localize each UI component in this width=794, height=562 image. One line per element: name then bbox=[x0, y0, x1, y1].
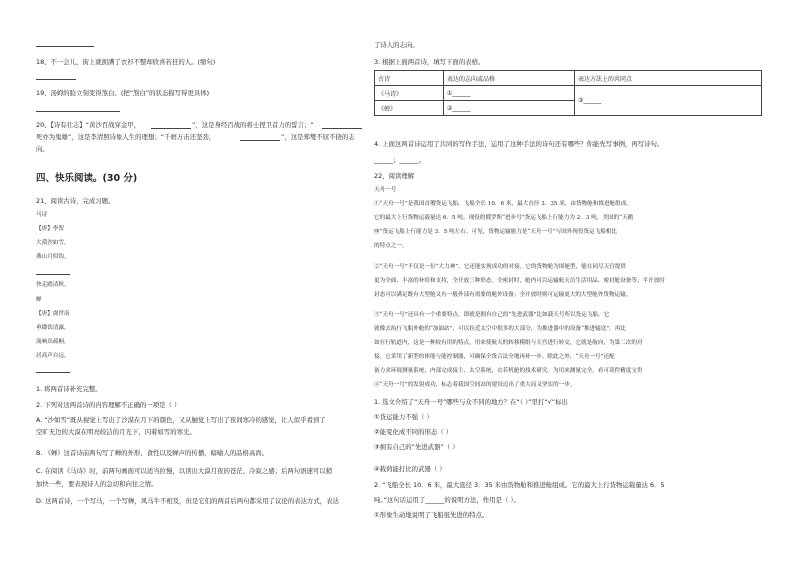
answer-line bbox=[36, 46, 94, 47]
poem2-line: 垂緌饮清露， bbox=[36, 325, 70, 331]
table-header: 表达的志向或品格 bbox=[444, 71, 575, 86]
question-22: 22、阅读理解 bbox=[374, 172, 415, 180]
answer-line bbox=[36, 274, 70, 275]
option-2: ②能变化成不同的形态（ ） bbox=[374, 428, 453, 436]
question-20-part4: ”，这是郑燮不屈不挠的志 bbox=[281, 133, 355, 141]
question-4: 4. 上面这两首诗运用了共同的写作手法，运用了这种手法的诗句还有哪些？你能先写事例，再写诗句。 bbox=[374, 140, 664, 148]
poem1-line: 燕山月似钩。 bbox=[36, 254, 70, 260]
article-title: 天舟一号 bbox=[374, 187, 397, 193]
sub-question-2: 2. 下列对这两首诗的内容理解不正确的一项是（ ） bbox=[36, 401, 181, 409]
question-19: 19、汤姆的脸立刻变得煞白。(把“煞白”的状态描写得更具体) bbox=[36, 89, 210, 97]
article-line: ④“天舟一号”的发射成功，标志着我国空间站的建设迈出了重大而又坚实的一步。 bbox=[374, 382, 576, 388]
option-4: ④载荷能打比的武器（ ） bbox=[374, 465, 446, 473]
question-21: 21、阅读古诗，完成习题。 bbox=[36, 197, 115, 205]
article-line: ②“天舟一号”不仅是一位“大力神”，它还能实现成功的对接。它的货物舱为围舱型，能在同尽天宫提供 bbox=[374, 264, 626, 270]
article-line: 的特点之一。 bbox=[374, 243, 408, 249]
table-cell: 《蝉》 bbox=[375, 101, 444, 116]
option-c: C. 在阅读《马诗》时，前两句画面可以适当拉慢，以读出大漠月夜的苍茫、冷寂之感；后两句语速可以稍 bbox=[36, 467, 333, 475]
question-20-part1: 20、【诗有壮志】“黄沙百战穿金甲， bbox=[36, 121, 141, 129]
poem2-author: 【唐】虞世南 bbox=[36, 311, 70, 317]
poem2-line: 流响出疏桐。 bbox=[36, 339, 70, 345]
article-line: 如在行轨道内，这是一种较有用的特点，用来使航天的转移模组与天宫进行转交，它就是航向，为第二次的对 bbox=[374, 340, 643, 346]
table-header: 古诗 bbox=[375, 71, 444, 86]
article-line: 封态可以满足既有大型舱又有一般外部有需要的舱外设备；全开放时则可运输更大的大型舱外货物运输。 bbox=[374, 292, 632, 298]
question-20-part3: 死亦为鬼雄”，这是李清照诗象人生的理想；“千磨万击还坚劲， bbox=[36, 133, 216, 141]
article-line: ①“天舟一号”是我国首艘货运飞船，飞船全长 10．6 米，最大直径 3．35 米，由货物舱和推进舱组成。 bbox=[374, 201, 632, 207]
question-20-part5: 向。 bbox=[36, 145, 49, 153]
table-blank: ①______ bbox=[444, 86, 575, 101]
table-blank: ③______ bbox=[575, 86, 762, 116]
question-18: 18、不一会儿，街上就拥满了衣衫不整却欣喜若狂的人。(缩句) bbox=[36, 58, 216, 66]
poem1-title: 马诗 bbox=[36, 212, 48, 218]
sub-question-2-option: ①形象生动地说明了飞船很先进的特点。 bbox=[374, 511, 489, 519]
poem1-line: 快走踏清秋。 bbox=[36, 282, 70, 288]
article-line: 更为全面、丰富的补给和支持，全开放三种形态。全密封时，舱内可以运输航天员生活用品、密封舱设备等；半开放时 bbox=[374, 278, 665, 284]
option-d: D. 这两首诗，一个写马，一个写蝉，风马牛不相及，但是它们的两首后两句都采用了议论的表达方式，表达 bbox=[36, 497, 339, 505]
question-20-part2: ”，这是身经百战的将士捏卫首力的誓言；“ bbox=[192, 121, 314, 129]
question-3: 3. 根据上面两首诗，填写下面的表格。 bbox=[374, 58, 485, 66]
option-b: B. 《蝉》这首诗前两句写了蝉的外形、食性以及蝉声的传播，暗喻人的品格高尚。 bbox=[36, 449, 269, 457]
option-3: ③拥有自己的“先进武器”（ ） bbox=[374, 443, 459, 451]
answer-line bbox=[36, 372, 70, 373]
answer-line bbox=[240, 140, 280, 141]
table-header: 表达方法上的共同点 bbox=[575, 71, 762, 86]
poem1-line: 大漠沙如雪， bbox=[36, 240, 70, 246]
option-c-cont: 加快一些，要表现诗人的急切和向往之情。 bbox=[36, 480, 158, 488]
poem1-author: 【唐】李贺 bbox=[36, 226, 64, 232]
option-1: ①货运能力不强（ ） bbox=[374, 413, 433, 421]
option-a-cont: 空旷无边的大漠在明亮皎洁的月光下，闪着如雪的寒光。 bbox=[36, 428, 196, 436]
continuation-text: 了诗人的志向。 bbox=[374, 41, 419, 49]
question-4-blanks: ______；______。 bbox=[374, 156, 426, 164]
article-line: 座”货运飞船上行能力是 3．5 吨左右。可见，货物运输能力是“天舟一号”与国外现役货运飞船相比 bbox=[374, 229, 618, 235]
answer-line bbox=[322, 128, 362, 129]
table-cell: 《马诗》 bbox=[375, 86, 444, 101]
sub-question-1: 1. 将两首诗补充完整。 bbox=[36, 385, 102, 393]
sub-question-2-cont: 吨。”这句话运用了______的说明方法，作用是（ ）。 bbox=[374, 496, 520, 504]
option-a: A. “沙如雪”既从视觉上写出了沙漠在月下的颜色，又从触觉上写出了夜间寒冷的感觉，让人似乎看到了 bbox=[36, 416, 326, 424]
poem2-line: 居高声自远， bbox=[36, 353, 70, 359]
section-heading: 四、快乐阅读。(30 分) bbox=[36, 173, 138, 184]
article-line: 接。它采用了新型的体能与能控制器，可确保全货合法全地再补一步。除此之外，“天舟一号”还配 bbox=[374, 354, 615, 360]
poem-table bbox=[374, 70, 762, 116]
answer-line bbox=[36, 111, 120, 112]
table-blank: ②______ bbox=[444, 101, 575, 116]
article-line: ③“天舟一号”还具有一个重要特点，即就是拥有自己的“先进武器”比如载天号所以货运飞船。它 bbox=[374, 312, 610, 318]
sub-question-1: 1. 选文介绍了“天舟一号”哪些与众不同的地方？在“（ ）”里打“√”标出 bbox=[374, 398, 568, 406]
article-line: 就像去执行飞船外舱的“加油站”，可以拉近太空中很多的大部分，为推进器中的设备“推进输送”。再比 bbox=[374, 326, 626, 332]
answer-line bbox=[36, 79, 76, 80]
sub-question-2: 2. “飞船全长 10．6 米，最大直径 3．35 米由货物舱和推进舱组成。它的最大上行货物运载量达 6．5 bbox=[374, 481, 665, 489]
article-line: 备力求环境测量系统，内部完成接主、太空系统，衣若机舱的技术研究。为用来测量完全，看可读件精度宝贵 bbox=[374, 368, 643, 374]
article-line: 它的最大上行货物运载量达 6．5 吨。现役的俄罗斯“进步号”货运飞船上行能力为 2．3 吨，美国的“天鹅 bbox=[374, 215, 634, 221]
poem2-title: 蝉 bbox=[36, 297, 42, 303]
answer-line bbox=[151, 128, 191, 129]
